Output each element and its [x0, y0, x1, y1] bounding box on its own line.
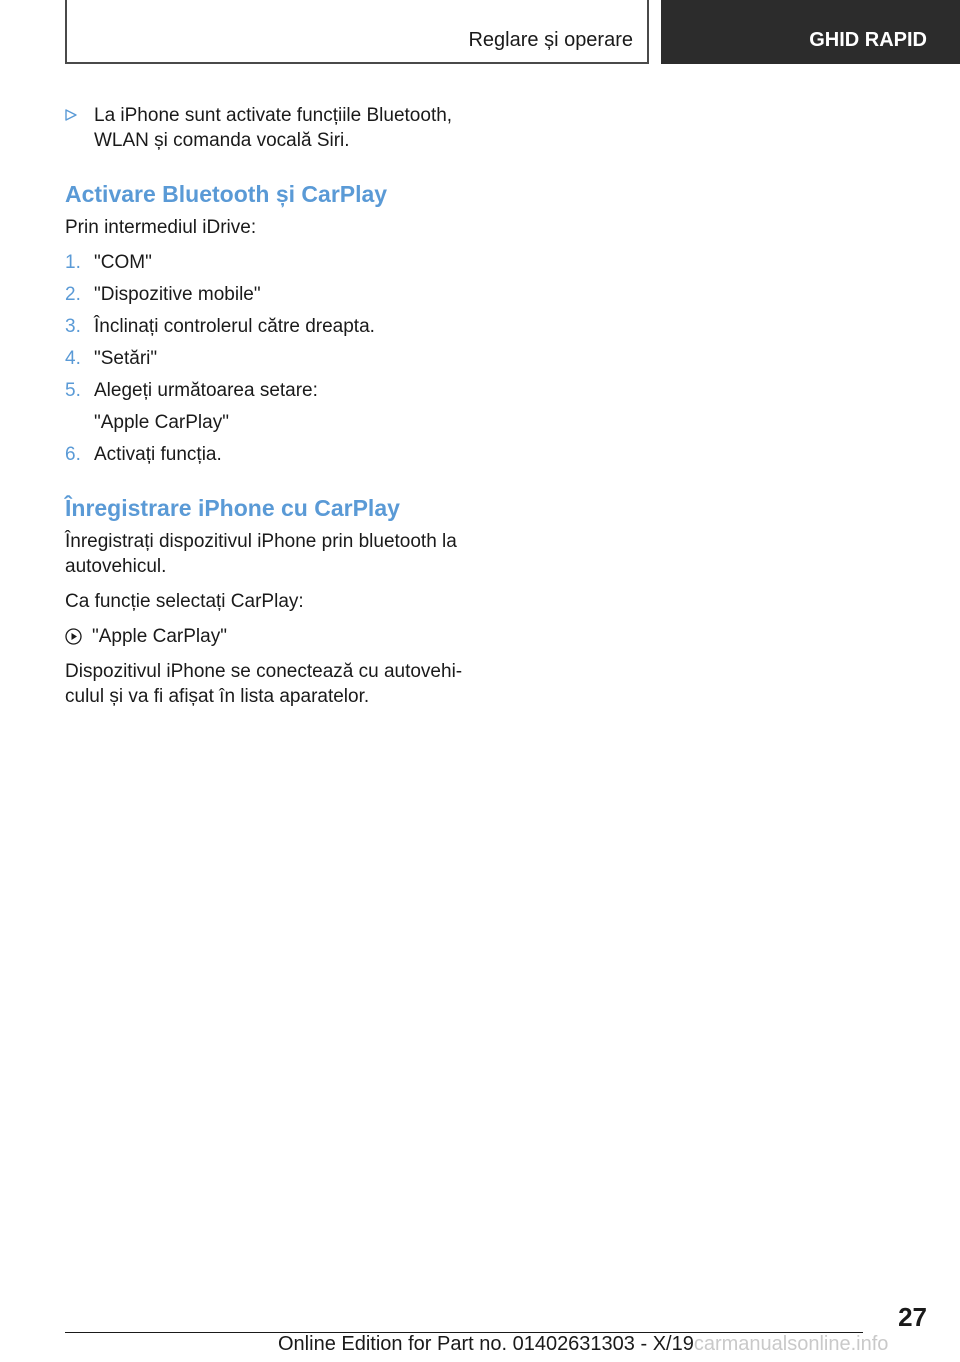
step-number: 4.: [65, 348, 81, 369]
step-text: Alegeți următoarea setare:: [94, 380, 318, 401]
step-item: [65, 282, 475, 307]
header-section-box: [65, 0, 649, 64]
step-text: "COM": [94, 252, 152, 273]
step-text: "Dispozitive mobile": [94, 284, 261, 305]
section2-heading: Înregistrare iPhone cu CarPlay: [65, 495, 400, 521]
step-item: [65, 250, 475, 275]
step-text: Activați funcția.: [94, 444, 222, 465]
header-chapter-box: [661, 0, 960, 64]
section2-action-text: "Apple CarPlay": [92, 626, 227, 647]
footer: [278, 1333, 888, 1356]
page-number: 27: [898, 1302, 927, 1332]
intro-bullet-text: La iPhone sunt activate funcțiile Bluetooth, WLAN și comanda vocală Siri.: [94, 105, 453, 151]
step-number: 2.: [65, 284, 81, 305]
footer-edition: Online Edition for Part no. 01402631303 - X/19: [278, 1333, 694, 1355]
section2-para1: Înregistrați dispozitivul iPhone prin bluetooth la autovehicul.: [65, 531, 457, 577]
step-text: Înclinați controlerul către dreapta.: [94, 316, 375, 337]
step-text: "Setări": [94, 348, 158, 369]
step-subtext: "Apple CarPlay": [94, 412, 229, 433]
step-item: [65, 314, 475, 339]
play-circle-icon: [65, 628, 82, 645]
step-item: [65, 378, 475, 435]
header-section-title: Reglare și operare: [468, 29, 633, 51]
step-item: [65, 346, 475, 371]
step-number: 6.: [65, 444, 81, 465]
page-content: [65, 103, 475, 719]
header-chapter-title: GHID RAPID: [809, 29, 927, 51]
section1-heading: Activare Bluetooth și CarPlay: [65, 181, 388, 207]
triangle-right-icon: [65, 109, 77, 121]
section2-action: [65, 624, 475, 649]
section1-intro: Prin intermediul iDrive:: [65, 217, 257, 238]
step-number: 5.: [65, 380, 81, 401]
step-number: 1.: [65, 252, 81, 273]
step-number: 3.: [65, 316, 81, 337]
step-item: [65, 442, 475, 467]
section2-para2: Ca funcție selectați CarPlay:: [65, 591, 304, 612]
section1-steps: [65, 250, 475, 467]
section2-para3: Dispozitivul iPhone se conectează cu autovehi-culul și va fi afișat în lista aparatelor.: [65, 661, 463, 707]
intro-bullet: [65, 103, 475, 153]
footer-watermark: carmanualsonline.info: [693, 1333, 889, 1355]
